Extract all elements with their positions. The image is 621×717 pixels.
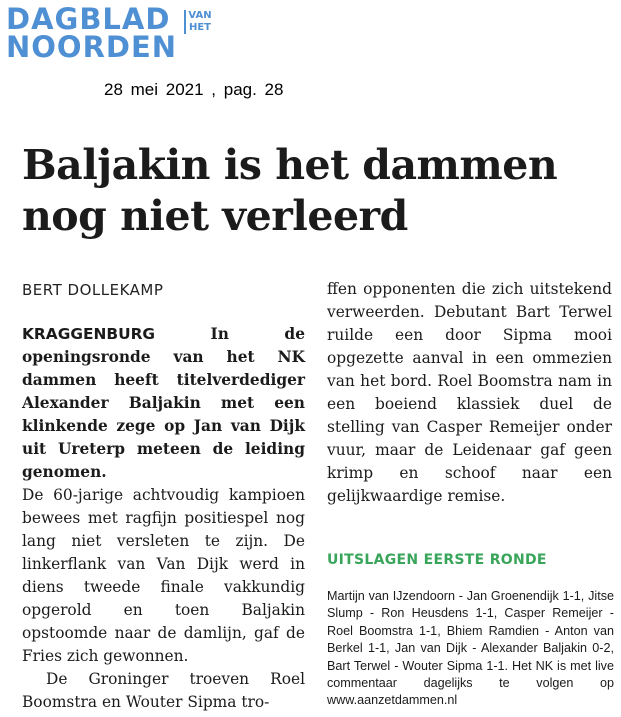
- byline: BERT DOLLEKAMP: [22, 281, 164, 299]
- newspaper-logo: [4, 4, 214, 66]
- article-body-column-1: [22, 484, 305, 714]
- body-paragraph-2-start: De Groninger troeven Roel Boomstra en Wouter Sipma tro-: [22, 670, 305, 711]
- article-lead: [22, 323, 305, 484]
- dateline: 28 mei 2021 , pag. 28: [104, 80, 284, 99]
- lead-text: In de openingsronde van het NK dammen heeft titelverdediger Alexander Baljakin met een klinkende zege op Jan van Dijk uit Ureterp meteen de leiding genomen.: [22, 325, 305, 481]
- lead-dateline-place: KRAGGENBURG: [22, 325, 156, 343]
- body-paragraph-1: De 60-jarige achtvoudig kampioen bewees met ragfijn positiespel nog lang niet versleten te zijn. De linkerflank van Van Dijk werd in diens tweede finale vakkundig opgerold en toen Baljakin opstoomde naar de damlijn, gaf de Fries zich gewonnen.: [22, 486, 305, 665]
- body-paragraph-2-continued: ffen opponenten die zich uitstekend verweerden. Debutant Bart Terwel ruilde een door Sipma mooi opgezette aanval in een ommezien van het bord. Roel Boomstra nam in een boeiend klassiek duel de stelling van Casper Remeijer onder vuur, maar de Leidenaar gaf geen krimp en schoof naar een gelijkwaardige remise.: [327, 280, 612, 505]
- logo-small-van: VAN: [188, 10, 212, 21]
- article-body-column-2: [327, 278, 612, 508]
- logo-small-het: HET: [188, 22, 212, 33]
- logo-word-noorden: NOORDEN: [6, 30, 178, 64]
- article-headline: Baljakin is het dammen nog niet verleerd: [22, 141, 558, 240]
- results-text: Martijn van IJzendoorn - Jan Groenendijk 1-1, Jitse Slump - Ron Heusdens 1-1, Casper Remeijer - Roel Boomstra 1-1, Bhiem Ramdien - Anton van Berkel 1-1, Jan van Dijk - Alexander Baljakin 0-2, Bart Terwel - Wouter Sipma 1-1. Het NK is met live commentaar dagelijks te volgen op www.aanzetdammen.nl: [327, 589, 614, 708]
- logo-word-dagblad: DAGBLAD: [6, 2, 171, 36]
- logo-small-text: [184, 10, 214, 34]
- results-heading: UITSLAGEN EERSTE RONDE: [327, 552, 547, 568]
